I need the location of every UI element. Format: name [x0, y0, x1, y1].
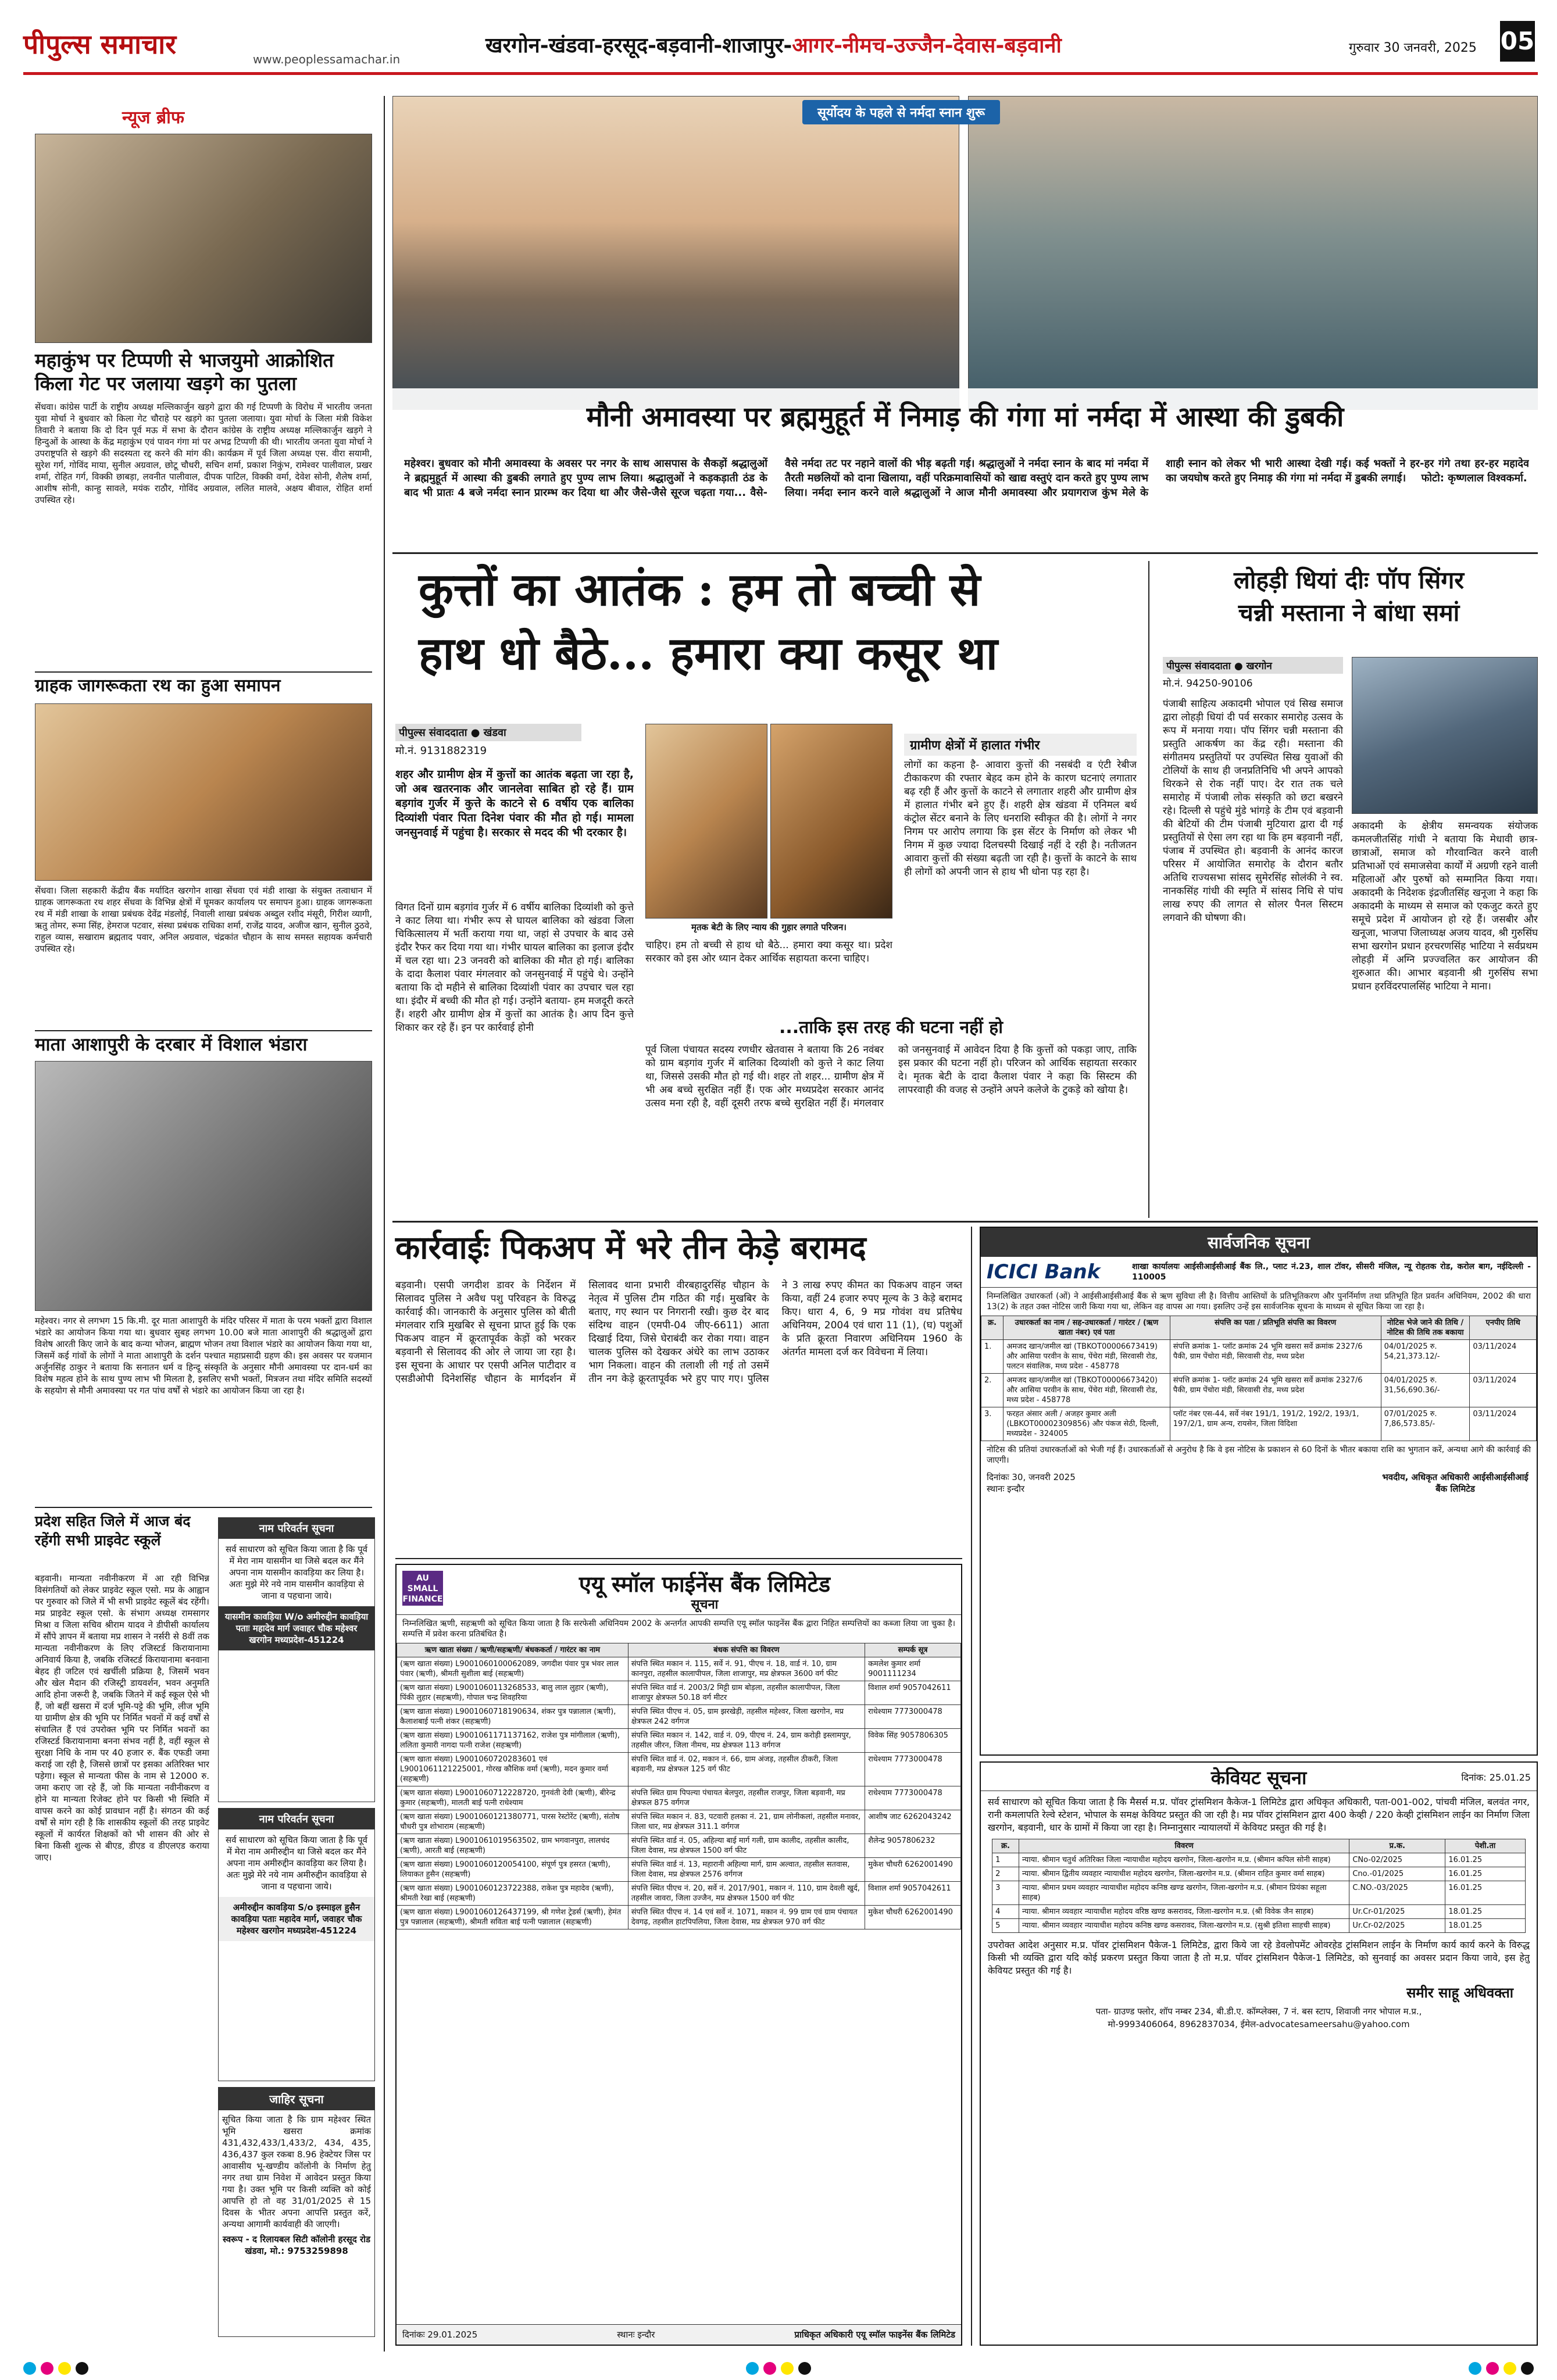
au-table-row — [397, 1882, 961, 1906]
au-table-row-cell: (ऋण खाता संख्या) L9001060100062089, जगदीश पंवार पुत्र भंवर लाल पंवार (ऋणी), श्रीमती सुशीला बाई (सहऋणी) — [397, 1657, 628, 1681]
caveat-table-row-cell: 3 — [992, 1881, 1019, 1905]
au-table-row-cell: (ऋण खाता संख्या) L9001060113268533, बालु लाल लुहार (ऋणी), पिंकी लुहार (सहऋणी), गोपाल चन्द्र शिवहरिया — [397, 1681, 628, 1705]
icici-place: स्थानः इन्दौर — [987, 1484, 1025, 1494]
sunrise-ghat-photo — [392, 96, 959, 410]
icici-table-row-cell: 3. — [981, 1407, 1004, 1441]
au-col-contact: सम्पर्क सूत्र — [865, 1643, 961, 1657]
caveat-table-row-cell: न्याया. श्रीमान चतुर्थ अतिरिक्त जिला न्यायाधीश महोदय खरगोन, जिला-खरगोन म.प्र. (श्रीमान कपिल सोनी साहब) — [1019, 1853, 1349, 1867]
caveat-table-row — [992, 1881, 1526, 1905]
grandfather-photo — [645, 724, 767, 919]
caveat-table-row-cell: 5 — [992, 1919, 1019, 1933]
caveat-header — [981, 1763, 1537, 1791]
brief4-headline: प्रदेश सहित जिले में आज बंद रहेंगी सभी प्राइवेट स्कूलें — [35, 1513, 191, 1549]
au-table-row — [397, 1729, 961, 1753]
notice-body: सर्व साधारण को सूचित किया जाता है कि पूर्व में मेरा नाम यासमीन था जिसे बदल कर मैंने अपना नाम यासमीन कावड़िया कर लिया है। अतः मुझे मेरे नये नाम यासमीन कावड़िया से जाना व पहचाना जाये। — [226, 1544, 367, 1601]
caveat-table-row — [992, 1867, 1526, 1881]
dogs-side-body: लोगों का कहना है- आवारा कुत्तों की नसबंदी व एंटी रेबीज टीकाकरण की रफ्तार बेहद कम होने के कारण घटनाएं लगातार बढ़ रही हैं और कुत्तों के काटने से लगातार शहरी और ग्रामीण क्षेत्र में हालात गंभीर बने हुए हैं। शहरी क्षेत्र खंडवा में एनिमल बर्थ कंट्रोल सेंटर बनाने के लिए धनराशि स्वीकृत की है। लोगों ने नगर निगम पर आरोप लगाया कि इस सेंटर के निर्माण को लेकर भी निगम में कुछ ज्यादा दिलचस्पी दिखाई नहीं दे रही है। नतीजतन आवारा कुत्तों की संख्या बढ़ती जा रही है। कुत्तों के काटने के साथ ही लोगों को अपनी जान से हाथ भी धोना पड़ रहा है। — [904, 759, 1137, 878]
icici-table-row-cell: 2. — [981, 1374, 1004, 1407]
au-table-row — [397, 1681, 961, 1705]
public-notice — [218, 2087, 375, 2337]
caveat-col-desc: विवरण — [1019, 1839, 1349, 1853]
au-table-row-cell: शैलेन्द्र 9057806232 — [865, 1834, 961, 1858]
au-logo — [402, 1571, 443, 1614]
au-logo-text: AU SMALL FINANCE BANK — [402, 1574, 443, 1614]
caveat-table-row-cell: 18.01.25 — [1445, 1905, 1526, 1919]
caveat-col-sr: क्र. — [992, 1839, 1019, 1853]
caveat-signatory-address: पता- ग्राउण्ड फ्लोर, शॉप नम्बर 234, बी.डी.ए. कॉम्प्लेक्स, 7 नं. बस स्टाप, शिवाजी नगर भोपाल म.प्र., — [1095, 2006, 1422, 2017]
issue-date: गुरुवार 30 जनवरी, 2025 — [1349, 41, 1477, 55]
divider — [392, 1221, 1538, 1223]
notice-title: नाम परिवर्तन सूचना — [219, 1518, 374, 1539]
au-table-row-cell: संपत्ति स्थित मकान नं. 115, सर्वे नं. 91, पीएच नं. 18, वार्ड नं. 10, ग्राम कानपुरा, तहसील कालापीपल, जिला शाजापुर, मप्र क्षेत्रफल 3600 वर्ग फीट — [628, 1657, 865, 1681]
brief-photo-rath — [35, 703, 372, 881]
caveat-table-row — [992, 1905, 1526, 1919]
au-table-row-cell: (ऋण खाता संख्या) L9001060121380771, पारस रेस्टोरेंट (ऋणी), संतोष चौधरी पुत्र शोभाराम (सहऋणी) — [397, 1810, 628, 1834]
caveat-table-row-cell: Ur.Cr-01/2025 — [1349, 1905, 1445, 1919]
icici-intro: निम्नलिखित उधारकर्ता (ओं) ने आईसीआईसीआई बैंक से ऋण सुविधा ली है। वित्तीय आस्तियों के प्रतिभूतिकरण और पुनर्निर्माण तथा प्रतिभूति हित प्रवर्तन अधिनियम, 2002 की धारा 13(2) के तहत उक्त नोटिस जारी किया गया था, लेकिन वह वापस आ गया। इसलिए उन्हें इस सार्वजनिक सूचना के माध्यम से सूचित किया जा रहा है। — [987, 1292, 1531, 1311]
au-table-row-cell: राधेश्याम 7773000478 — [865, 1753, 961, 1786]
notice-body: सूचित किया जाता है कि ग्राम महेश्वर स्थित भूमि खसरा क्रमांक 431,432,433/1,433/2, 434, 435, 436,437 कुल रकबा 8.96 हेक्टेयर जिस पर आवासीय भू-खण्डीय कॉलोनी के निर्माण हेतु नगर तथा ग्राम निवेश में आवेदन प्रस्तुत किया गया है। उक्त भूमि पर किसी व्यक्ति को कोई आपत्ति हो तो वह 31/01/2025 से 15 दिवस के भीतर अपना आपत्ति प्रस्तुत करें, अन्यथा आगामी कार्यवाही की जाएगी। — [222, 2114, 371, 2229]
caveat-table-row-cell: न्याया. श्रीमान द्वितीय व्यवहार न्यायाधीश महोदय खरगोन, जिला-खरगोन म.प्र. (श्रीमान राहित कुमार वर्मा साहब) — [1019, 1867, 1349, 1881]
icici-banner: सार्वजनिक सूचना — [981, 1228, 1537, 1257]
notice-title: नाम परिवर्तन सूचना — [219, 1809, 374, 1829]
au-table-row-cell: संपत्ति स्थित मकान नं. 142, वार्ड नं. 09, पीएच नं. 24, ग्राम करोड़ी इस्लामपुर, तहसील जीरन, जिला नीमच, मप्र क्षेत्रफल 113 वर्गगज — [628, 1729, 865, 1753]
paper-name: पीपुल्स समाचार — [23, 28, 177, 60]
au-table-row-cell: संपत्ति स्थित पीएच नं. 05, ग्राम झरखेड़ी, तहसील महेश्वर, जिला खरगोन, मप्र क्षेत्रफल 242 वर्गगज — [628, 1705, 865, 1729]
au-table — [397, 1643, 961, 1929]
dogs-side-heading: ग्रामीण क्षेत्रों में हालात गंभीर — [904, 734, 1137, 756]
icici-table-row-cell: प्लॉट नंबर एस-44, सर्वे नंबर 191/1, 191/2, 192/2, 193/1, 197/2/1, ग्राम अन्य, रायसेन, जिला विदिशा — [1170, 1407, 1381, 1441]
byline-mobile: मो.नं. 94250-90106 — [1163, 678, 1253, 689]
brief1-body: सेंधवा। कांग्रेस पार्टी के राष्ट्रीय अध्यक्ष मल्लिकार्जुन खड़गे द्वारा की गई टिप्पणी के विरोध में भारतीय जनता युवा मोर्चा ने बुधवार को किला गेट चौराहे पर खड़गे का पुतला जलाया। युवा मोर्चा के जिला मंत्री विकेश तिवारी ने बताया कि दो दिन पूर्व मऊ में सभा के दौरान कांग्रेस के राष्ट्रीय अध्यक्ष मल्लिकार्जुन खड़गे ने हिन्दुओं के आस्था के केंद्र महाकुंभ एवं पावन गंगा मां पर अभद्र टिप्पणी की थी। भारतीय जनता युवा मोर्चा ने उपराष्ट्रपति से खड़गे की सदस्यता रद्द करने की मांग की। कार्यक्रम में पूर्व जिला अध्यक्ष एस. वीरा सयामी, सुरेश गर्ग, गोविंद माया, सुनील अग्रवाल, छोटू चौधरी, सचिन शर्मा, प्रकाश निकुंभ, रामेश्वर पालीवाल, प्रखर शर्मा, रोहित गर्ग, विक्की छाबड़ा, लवनीत पालीवाल, दीपक पाटिल, विक्की वर्मा, देवेश सोनी, शैलेष शर्मा, आशीष सोनी, कान्हु सावले, मयंक राठौर, गोविंद अग्रवाल, ललित मालवे, अक्षय बीवाल, रोहित शर्मा उपस्थित रहे। — [35, 402, 372, 505]
au-col-property: बंधक संपत्ति का विवरण — [628, 1643, 865, 1657]
chani-body1: पंजाबी साहित्य अकादमी भोपाल एवं सिख समाज द्वारा लोहड़ी धियां दी पर्व सरकार समारोह उत्सव के रूप में मनाया गया। पॉप सिंगर चन्नी मस्ताना की प्रस्तुति आकर्षण का केंद्र रही। मस्ताना की संगीतमय प्रस्तुतियों पर उपस्थित सिख युवाओं की टोलियों के साथ ही जनप्रतिनिधि भी अपने आपको थिरकने से रोक नहीं पाए। देर रात तक चले समारोह में पंजाबी लोक संस्कृति को छटा बखरने रहे। दिल्ली से पहुंचे मुंडे भांगड़े के टीम एवं बड़वानी की बेटियों की टीम पंजाबी मुटियारा द्वारा दी गई प्रस्तुतियों से ऐसा लग रहा था कि हम बड़वानी नहीं, पंजाब में उपस्थित हो। बड़वानी के आनंद कारज परिसर में आयोजित समारोह के दौरान बतौर अतिथि राज्यसभा सांसद सुमेरसिंह सोलंकी ने स्व. नानकसिंह गांधी की स्मृति में सांसद निधि से पांच लाख रुपए की लागत से सोलर पैनल सिस्टम लगवाने की घोषणा की। — [1163, 698, 1343, 924]
au-col-borrower: ऋण खाता संख्या / ऋणी/सहऋणी/ बंधककर्ता / गारंटर का नाम — [397, 1643, 628, 1657]
au-table-row — [397, 1657, 961, 1681]
au-table-row-cell: (ऋण खाता संख्या) L9001060126437199, श्री गणेश ट्रेडर्स (ऋणी), हेमंत पुत्र पन्नालाल (सहऋणी), श्रीमती सविता बाई पत्नी पन्नालाल (सहऋणी) — [397, 1906, 628, 1929]
caveat-title: केवियट सूचना — [1210, 1767, 1307, 1789]
regions-black: खरगोन-खंडवा-हरसूद-बड़वानी-शाजापुर- — [485, 34, 792, 58]
icici-table-row — [981, 1374, 1537, 1407]
au-table-row-cell: (ऋण खाता संख्या) L9001060720283601 एवं L9001061121225001, गोरख कौशिक वर्मा (ऋणी), मदन कुमार वर्मा (सहऋणी) — [397, 1753, 628, 1786]
au-table-row — [397, 1786, 961, 1810]
name-change-notice-2 — [218, 1808, 375, 2081]
bathers-photo — [968, 96, 1538, 410]
chani-photo — [1352, 657, 1538, 814]
caveat-notice — [980, 1761, 1538, 2346]
dogs-headline-line1: कुत्तों का आतंक : हम तो बच्ची से — [419, 563, 981, 616]
au-table-row-cell: संपत्ति स्थित वार्ड नं. 2003/2 मिट्टी ग्राम बोड़ला, तहसील कालापीपल, जिला शाजापुर क्षेत्रफल 50.18 वर्ग मीटर — [628, 1681, 865, 1705]
caveat-table-row-cell: 16.01.25 — [1445, 1881, 1526, 1905]
divider — [395, 1558, 962, 1559]
icici-table-row — [981, 1340, 1537, 1374]
child-photo — [770, 724, 892, 919]
caveat-table-row — [992, 1853, 1526, 1867]
icici-table-row — [981, 1407, 1537, 1441]
icici-table-row-cell: अमजद खान/जमील खां (TBKOT00006673419) और आसिया परवीन के साथ, पेंचेरा मंडी, सिरवासी रोड, पलटन संवालिक, मध्य प्रदेश - 458778 — [1004, 1340, 1170, 1374]
region-strip — [485, 30, 1062, 59]
caveat-table — [992, 1839, 1526, 1933]
notice-signature: स्वरूप - द रिलायबल सिटी कॉलोनी हरसूद रोड खंडवा, मो.: 9753259898 — [223, 2234, 370, 2256]
icici-footer: नोटिस की प्रतियां उधारकर्ताओं को भेजी गई हैं। उधारकर्ताओं से अनुरोध है कि वे इस नोटिस के प्रकाशन से 60 दिनों के भीतर बकाया राशि का भुगतान करें, अन्यथा आगे की कार्रवाई की जाएगी। — [987, 1445, 1531, 1465]
au-table-row-cell: मुकेश चौधरी 6262001490 — [865, 1906, 961, 1929]
au-table-row-cell: (ऋण खाता संख्या) L9001060718190634, शंकर पुत्र पन्नालाल (ऋणी), कैलाशबाई पत्नी शंकर (सहऋणी) — [397, 1705, 628, 1729]
registration-bar — [0, 2360, 1557, 2377]
divider — [392, 552, 1538, 554]
icici-table-row-cell: 03/11/2024 — [1470, 1340, 1537, 1374]
divider — [35, 1030, 372, 1031]
icici-table-row-cell: 04/01/2025 रु. 54,21,373.12/- — [1381, 1340, 1470, 1374]
caveat-table-row-cell: CNo-02/2025 — [1349, 1853, 1445, 1867]
brief-photo-effigy — [35, 134, 372, 343]
cmyk-swatches-left — [23, 2362, 88, 2375]
icici-address: शाखा कार्यालयः आईसीआईसीआई बैंक लि., प्लाट नं.23, शाल टॉवर, सीसरी मंजिल, न्यू रोहतक रोड, करोल बाग, नईदिल्ली - 110005 — [1132, 1262, 1531, 1282]
icici-signatory: भवदीय, अधिकृत अधिकारी आईसीआईसीआई बैंक लिमिटेड — [1382, 1472, 1529, 1494]
au-table-row-cell: विशाल शर्मा 9057042611 — [865, 1681, 961, 1705]
notice-body: सर्व साधारण को सूचित किया जाता है कि पूर्व में मेरा नाम अमीरुद्दीन था जिसे बदल कर मैंने अपना नाम अमीरुद्दीन कावड़िया कर लिया है। अतः मुझे मेरे नये नाम अमीरुद्दीन कावड़िया से जाना व पहचाना जाये। — [226, 1835, 367, 1892]
caveat-body: उपरोक्त आदेश अनुसार म.प्र. पॉवर ट्रांसमिशन पैकेज-1 लिमिटेड, द्वारा किये जा रहे डेवलोपमेंट ओवरहेड ट्रांसमिशन लाईन के निर्माण कार्य कार्य करने के विरुद्ध किसी भी व्यक्ति द्वारा यदि कोई प्रकरण प्रस्तुत किया जाता है तो म.प्र. पॉवर ट्रांसमिशन पैकेज-1 लिमिटेड, को सुनवाई का अवसर प्रदान किया जावे, इस हेतु केवियट प्रस्तुत की गई है। — [988, 1939, 1530, 1976]
page-number: 05 — [1500, 21, 1535, 62]
top-photo-headline: मौनी अमावस्या पर ब्रह्ममुहूर्त में निमाड़ की गंगा मां नर्मदा में आस्था की डुबकी — [392, 388, 1538, 446]
caveat-table-row-cell: 4 — [992, 1905, 1019, 1919]
icici-table-row-cell: 03/11/2024 — [1470, 1374, 1537, 1407]
icici-notice — [980, 1227, 1538, 1756]
caveat-table-row-cell: Cno.-01/2025 — [1349, 1867, 1445, 1881]
au-table-row-cell: (ऋण खाता संख्या) L9001061171137162, राजेश पुत्र मांगीलाल (ऋणी), ललिता कुमारी नागदा पत्नी राजेश (सहऋणी) — [397, 1729, 628, 1753]
brief2-body: सेंधवा। जिला सहकारी केंद्रीय बैंक मर्यादित खरगोन शाखा सेंधवा एवं मंडी शाखा के संयुक्त तत्वाधान में ग्राहक जागरूकता रथ शहर सेंधवा के विभिन्न क्षेत्रों में घूमकर कार्यालय पर समापन हुआ। ग्राहक जागरूकता रथ में मंडी शाखा के शाखा प्रबंधक देवेंद्र मंडलोई, निवाली शाखा प्रबंधक अब्दुल रशीद मंसूरी, गिरीश व्यागी, ऋतु तोमर, रूमा सिंह, हेमराज पटवार, संस्था प्रबंधक राधिका शर्मा, राजेंद्र यादव, अजीज खान, सुनील ठुठवे, राहुल व्यास, सखाराम ब्रह्मताद पवार, अनिल अग्रवाल, चंद्रकांत चौहान के साथ समस्त सहायक कर्मचारी उपस्थित रहे। — [35, 885, 372, 954]
notice-signature: अमीरुद्दीन कावड़िया S/o इस्माइल हुसैन कावड़िया पताः महादेव मार्ग, जवाहर चौक महेश्वर खरगोन मध्यप्रदेश-451224 — [219, 1897, 374, 1941]
au-table-row — [397, 1753, 961, 1786]
notice-title: जाहिर सूचना — [219, 2088, 374, 2110]
icici-table-row-cell: 04/01/2025 रु. 31,56,690.36/- — [1381, 1374, 1470, 1407]
caveat-table-row-cell: C.NO.-03/2025 — [1349, 1881, 1445, 1905]
au-table-row-cell: संपत्ति स्थित पीएच नं. 20, सर्वे नं. 2017/901, मकान नं. 110, ग्राम देवली खुर्द, तहसील जावरा, जिला उज्जैन, मप्र क्षेत्रफल 1500 वर्ग फीट — [628, 1882, 865, 1906]
au-bank-name: एयू स्मॉल फाईनेंस बैंक लिमिटेड — [578, 1571, 831, 1597]
dogs-subhead: ...ताकि इस तरह की घटना नहीं हो — [779, 1017, 1003, 1038]
au-table-row — [397, 1705, 961, 1729]
au-footer — [397, 2324, 961, 2345]
icici-logo: ICICI Bank — [987, 1260, 1101, 1284]
icici-col-npa: एनपीए तिथि — [1470, 1316, 1537, 1340]
au-table-row-cell: (ऋण खाता संख्या) L9001061019563502, ग्राम भगवानपुरा, लालचंद (ऋणी), आरती बाई (सहऋणी) — [397, 1834, 628, 1858]
brief3-body: महेश्वर। नगर से लगभग 15 कि.मी. दूर माता आशापुरी के मंदिर परिसर में माता के परम भक्तों द्वारा विशाल भंडारे का आयोजन किया गया था। बुधवार सुबह लगभग 10.00 बजे माता आशापुरी की श्रद्धालुओं द्वारा विशेष आरती किए जाने के बाद कन्या भोजन, ब्राह्मण भोजन तथा विशाल भंडारे का आयोजन किया गया था, जिसमें कई गांवों के लोगों ने माता आशापुरी के दर्शन पश्चात महाप्रसादी ग्रहण की। इस अवसर पर यजमान अर्जुनसिंह ठाकुर ने बताया कि सनातन धर्म व हिन्दू संस्कृति के अनुसार मौनी अमावस्या पर दान-धर्म का विशेष महत्व होने के साथ पुण्य लाभ भी मिलता है, इसलिए सभी भक्तों, मित्रजन तथा मंदिर समिति सदस्यों के सहयोग से मौनी अमावस्या पर गत पांच वर्षों से भंडारे का आयोजन किया जा रहा है। — [35, 1316, 372, 1396]
au-place: स्थानः इन्दौर — [617, 2329, 655, 2340]
icici-table-row-cell: 1. — [981, 1340, 1004, 1374]
icici-table-row-cell: 03/11/2024 — [1470, 1407, 1537, 1441]
masthead-rule — [23, 72, 1538, 75]
au-date: दिनांकः 29.01.2025 — [402, 2329, 478, 2340]
brief1-headline: महाकुंभ पर टिप्पणी से भाजयुमो आक्रोशित किला गेट पर जलाया खड़गे का पुतला — [35, 349, 334, 395]
caveat-intro: सर्व साधारण को सूचित किया जाता है कि मैसर्स म.प्र. पॉवर ट्रांसमिशन कैकेज-1 लिमिटेड द्वारा अधिकृत अधिकारी, पता-001-002, पांचवी मंजिल, बलवंत नगर, रानी कमलापति रेल्वे स्टेशन, भोपाल के समक्ष केवियट प्रस्तुत की जा रही है। मप्र पॉवर ट्रांसमिशन द्वारा 400 केव्ही / 220 केव्ही ट्रांसमिशन लाईन का निर्माण जिला खरगोन, बड़वानी, धार के ग्रामों में किया जा रहा है। निम्नानुसार न्यायालयों में केवियट प्रस्तुत की गई है। — [988, 1796, 1530, 1833]
notice-signature: यासमीन कावड़िया W/o अमीरुद्दीन कावड़िया पताः महादेव मार्ग जवाहर चौक महेश्वर खरगोन मध्यप्रदेश-451224 — [219, 1606, 374, 1650]
byline-mobile: मो.नं. 9131882319 — [395, 745, 487, 757]
brief4-body: बड़वानी। मान्यता नवीनीकरण में आ रही विभिन्न विसंगतियों को लेकर प्राइवेट स्कूल एसो. मप्र के आह्वान पर गुरुवार को जिले में भी सभी प्राइवेट स्कूलें बंद रहेंगी। मप्र प्राइवेट स्कूल एसो. के संभाग अध्यक्ष रामसागर मिश्रा व जिला सचिव श्रीराम यादव ने डीपीसी कार्यालय में सौंपे ज्ञापन में बताया मप्र शासन ने नर्सरी से 8वीं तक मान्यता नवीनीकरण के लिए रजिस्टर्ड किरायानामा अनिवार्य किया है, जबकि रजिस्टर्ड किरायानामा बनवाना बेहद ही जटिल एवं खर्चीली प्रक्रिया है, जिसमें भवन और खेल मैदान की रजिस्ट्री डायवर्शन, भवन अनुमति आदि होना जरूरी है, जबकि जितने में कई स्कूल ऐसे भी हैं, जो बहीं खसरा में दर्ज भूमि-पट्टे की भूमि, लीज भूमि या ग्रामीण क्षेत्र की भूमि पर निर्मित भवनों में कई वर्षों से संचालित हैं एवं उपरोक्त भूमि पर निर्मित भवनों का रजिस्टर्ड किरायानामा बनना संभव नहीं है, वहीं स्कूल से सुरक्षा निधि के नाम पर 40 हजार रु. बैंक एफडी जमा कराई जा रही है, जिससे छात्रों पर इसका अतिरिक्त भार पड़ेगा। स्कूल से मान्यता फीस के नाम से 12000 रु. जमा कराए जा रहे हैं, जो कि मान्यता नवीनीकरण व होने या मान्यता रिजेक्ट होने पर किसी भी स्थिति में वापस करने का कोई प्रावधान नहीं है। संगठन की कई वर्षों से मांग रही है कि शासकीय स्कूलों की तरह प्राइवेट स्कूलों में कार्यरत शिक्षकों को भी शासन की ओर से बिना किसी शुल्क से बीएड, डीएड व डीएलएड कराया जाए। — [35, 1573, 209, 1863]
au-subtitle: सूचना — [691, 1598, 719, 1612]
chani-headline-line1: लोहड़ी धियां दीः पॉप सिंगर — [1233, 566, 1465, 594]
caveat-signatory-contact: मो-9993406064, 8962837034, ईमेल-advocatesameersahu@yahoo.com — [1108, 2019, 1410, 2029]
byline-text: पीपुल्स संवाददाता ● खंडवा — [395, 724, 581, 741]
icici-date: दिनांकः 30, जनवरी 2025 — [987, 1472, 1076, 1482]
caveat-table-row — [992, 1919, 1526, 1933]
au-header — [397, 1565, 961, 1615]
au-table-row — [397, 1810, 961, 1834]
column-rule — [384, 96, 385, 2352]
photo-credit: फोटो: कृष्णलाल विश्वकर्मा. — [1421, 472, 1527, 484]
au-table-row-cell: संपत्ति स्थित वार्ड नं. 05, अहिल्या बाई मार्ग गली, ग्राम कालीद, तहसील कालीद, जिला देवास, मप्र क्षेत्रफल 1500 वर्ग फीट — [628, 1834, 865, 1858]
regions-red: आगर-नीमच-उज्जैन-देवास-बड़वानी — [792, 34, 1062, 58]
au-table-row-cell: आशीष जाट 6262043242 — [865, 1810, 961, 1834]
au-table-row-cell: विशाल शर्मा 9057042611 — [865, 1882, 961, 1906]
brief-photo-bhandara — [35, 1061, 372, 1311]
icici-col-property: संपत्ति का पता / प्रतिभूति संपत्ति का विवरण — [1170, 1316, 1381, 1340]
byline-location: खंडवा — [483, 727, 506, 739]
au-table-row-cell: संपत्ति स्थित वार्ड नं. 13, महारानी अहिल्या मार्ग, ग्राम अल्वात, तहसील सतवास, जिला देवास, मप्र क्षेत्रफल 2576 वर्गगज — [628, 1858, 865, 1882]
au-table-row-cell: (ऋण खाता संख्या) L9001060123722388, राकेश पुत्र महादेव (ऋणी), श्रीमती रेखा बाई (सहऋणी) — [397, 1882, 628, 1906]
au-table-row-cell: राधेश्याम 7773000478 — [865, 1705, 961, 1729]
byline-name: पीपुल्स संवाददाता — [1166, 660, 1231, 672]
caveat-table-row-cell: न्याया. श्रीमान प्रथम व्यवहार न्यायाधीश महोदय कनिष्ठ खण्ड खरगोन, जिला-खरगोन म.प्र. (श्रीमान प्रियंका सहूला साहब) — [1019, 1881, 1349, 1905]
name-change-notice-1 — [218, 1517, 375, 1802]
photo-badge: सूर्योदय के पहले से नर्मदा स्नान शुरू — [802, 100, 1000, 124]
news-brief-label: न्यूज ब्रीफ — [122, 108, 184, 128]
icici-table-row-cell: संपत्ति क्रमांक 1- प्लॉट क्रमांक 24 भूमि खसरा सर्वे क्रमांक 2327/6 पैकी, ग्राम पेंचोरा मंडी, सिरवासी रोड, मध्य प्रदेश — [1170, 1374, 1381, 1407]
brief2-headline: ग्राहक जागरूकता रथ का हुआ समापन — [35, 676, 281, 696]
au-table-row-cell: कमलेश कुमार शर्मा 9001111234 — [865, 1657, 961, 1681]
au-table-row-cell: संपत्ति स्थित ग्राम पिपल्या पंचायत बेलपुरा, तहसील राजपुर, जिला बड़वानी, मप्र क्षेत्रफल 875 वर्गगज — [628, 1786, 865, 1810]
au-bank-notice — [395, 1564, 962, 2346]
caveat-table-row-cell: 16.01.25 — [1445, 1867, 1526, 1881]
caveat-signatory-name: समीर साहू अधिवक्ता — [1406, 1985, 1513, 2001]
icici-table-row-cell: 07/01/2025 रु. 7,86,573.85/- — [1381, 1407, 1470, 1441]
divider — [35, 1507, 372, 1508]
au-table-row-cell: मुकेश चौधरी 6262001490 — [865, 1858, 961, 1882]
cmyk-swatches-right — [1469, 2362, 1534, 2375]
au-signatory: प्राधिकृत अधिकारी एयू स्मॉल फाइनेंस बैंक लिमिटेड — [794, 2329, 955, 2340]
au-table-row — [397, 1858, 961, 1882]
caveat-col-date: पेशी.ता — [1445, 1839, 1526, 1853]
caption-text: महेश्वर। बुधवार को मौनी अमावस्या के अवसर पर नगर के साथ आसपास के सैकड़ों श्रद्धालुओं ने ब्रह्ममुहूर्त में आस्था की डुबकी लगाते हुए पुण्य लाभ लिया। श्रद्धालुओं ने कड़कड़ाती ठंड के बाद भी प्रातः 4 बजे नर्मदा स्नान प्रारम्भ कर दिया था और जैसे-जैसे सूरज चढ़ता गया... वैसे-वैसे नर्मदा तट पर नहाने वालों की भीड़ बढ़ती गई। श्रद्धालुओं ने नर्मदा स्नान के बाद मां नर्मदा में तैरती मछलियों को दाना खिलाया, वहीं परिक्रमावासियों को खाद्य वस्तुएं दान करते हुए पुण्य लाभ लिया। नर्मदा स्नान करने वाले श्रद्धालुओं ने आज मौनी अमावस्या और प्रयागराज कुंभ मेले के शाही स्नान को लेकर भी भारी आस्था देखी गई। कई भक्तों ने हर-हर गंगे तथा हर-हर महादेव का जयघोष करते हुए निमाड़ की गंगा मां नर्मदा में डुबकी लगाई। — [404, 458, 1529, 499]
icici-table-row-cell: फरहत अंसार अली / अजहर कुमार अली (LBKOT00002309856) और पंकज सेठी, दिल्ली, मध्यप्रदेश - 324005 — [1004, 1407, 1170, 1441]
top-photo-caption — [404, 456, 1529, 544]
masthead — [23, 17, 1538, 70]
au-table-row-cell: (ऋण खाता संख्या) L9001060120054100, संपूर्ण पुत्र हसरत (ऋणी), लियाकत हुसैन (सहऋणी) — [397, 1858, 628, 1882]
au-table-row — [397, 1906, 961, 1929]
chani-byline — [1163, 657, 1343, 689]
caveat-table-row-cell: 2 — [992, 1867, 1019, 1881]
pickup-body: बड़वानी। एसपी जगदीश डावर के निर्देशन में सिलावद पुलिस ने अवैध पशु परिवहन के विरुद्ध कार्रवाई की। जानकारी के अनुसार पुलिस को बीती मंगलवार रात्रि मुखबिर से सूचना प्राप्त हुई कि एक पिकअप वाहन में क्रूरतापूर्वक केड़ों को भरकर बड़वानी से सिलावद की ओर ले जाया जा रहा है। इस सूचना के आधार पर एसपी अनिल पाटीदार व एसडीओपी दिनेशसिंह चौहान के मार्गदर्शन में सिलावद थाना प्रभारी वीरबहादुरसिंह चौहान के नेतृत्व में पुलिस टीम गठित की गई। मुखबिर के बताए, गए स्थान पर निगरानी रखी। कुछ देर बाद संदिग्ध वाहन (एमपी-04 जीए-6611) आता दिखाई दिया, जिसे घेराबंदी कर रोका गया। वाहन चालक पुलिस को देखकर अंधेरे का लाभ उठाकर भाग निकला। वाहन की तलाशी ली गई तो उसमें तीन नग केड़े क्रूरतापूर्वक भरे हुए पाए गए। पुलिस ने 3 लाख रुपए कीमत का पिकअप वाहन जब्त किया, वहीं 24 हजार रुपए मूल्य के 3 केड़े बरामद किए। धारा 4, 6, 9 मप्र गोवंश वध प्रतिषेध अधिनियम, 2004 एवं धारा 11 (1), (घ) पशुओं के प्रति क्रूरता निवारण अधिनियम 1960 के अंतर्गत मामला दर्ज कर विवेचना में लिया। — [395, 1280, 962, 1385]
dogs-body1: विगत दिनों ग्राम बड़गांव गुर्जर में 6 वर्षीय बालिका दिव्यांशी को कुत्ते ने काट लिया था। गंभीर रूप से घायल बालिका को खंडवा जिला चिकित्सालय में भर्ती कराया गया था, जहां से उपचार के बाद उसे इंदौर रैफर कर दिया गया था। गंभीर घायल बालिका का इलाज इंदौर में चल रहा था। 23 जनवरी को बालिका की मौत हो गई। बालिका के दादा कैलाश पंवार मंगलवार को जनसुनवाई में पहुंचे थे। उन्होंने बताया कि दो महीने से बालिका दिव्यांशी पंवार का उपचार चल रहा था। इंदौर में बच्ची की मौत हो गई। उन्होंने बताया- हम मजदूरी करते हैं। शहरी और ग्रामीण क्षेत्र में कुत्तों का आतंक है। आप दिन कुत्ते शिकार कर रहे हैं। इन पर कार्रवाई होनी — [395, 902, 634, 1034]
chani-headline-line2: चन्नी मस्ताना ने बांधा समां — [1238, 599, 1460, 627]
au-table-row — [397, 1834, 961, 1858]
caveat-table-row-cell: 16.01.25 — [1445, 1853, 1526, 1867]
caveat-table-row-cell: Ur.Cr-02/2025 — [1349, 1919, 1445, 1933]
au-table-row-cell: (ऋण खाता संख्या) L9001060712228720, गुनवंती देवी (ऋणी), बीरेन्द्र कुमार (सहऋणी), मालती बाई पत्नी राधेश्याम — [397, 1786, 628, 1810]
byline-location: खरगोन — [1246, 660, 1272, 672]
caveat-col-case: प्र.क. — [1349, 1839, 1445, 1853]
brief3-headline: माता आशापुरी के दरबार में विशाल भंडारा — [35, 1034, 308, 1055]
dogs-body2: चाहिए। हम तो बच्ची से हाथ धो बैठे... हमारा क्या कसूर था। प्रदेश सरकार को इस ओर ध्यान देकर आर्थिक सहायता करना चाहिए। — [645, 939, 892, 964]
dogs-lead: शहर और ग्रामीण क्षेत्र में कुत्तों का आतंक बढ़ता जा रहा है, जो अब खतरनाक और जानलेवा साबित हो रहे हैं। ग्राम बड़गांव गुर्जर में कुत्ते के काटने से 6 वर्षीय एक बालिका दिव्यांशी पंवार पिता दिनेश पंवार की मौत हो गई। मामला जनसुनवाई में पहुंचा है। सरकार से मदद की भी दरकार है। — [395, 768, 634, 839]
au-table-row-cell: संपत्ति स्थित मकान नं. 83, पटवारी हलका नं. 21, ग्राम लोनीकलां, तहसील मनावर, जिला धार, मप्र क्षेत्रफल 311.1 वर्गगज — [628, 1810, 865, 1834]
icici-table-row-cell: संपत्ति क्रमांक 1- प्लॉट क्रमांक 24 भूमि खसरा सर्वे क्रमांक 2327/6 पैकी, ग्राम पेंचोरा मंडी, सिरवासी रोड, मध्य प्रदेश — [1170, 1340, 1381, 1374]
au-table-row-cell: संपत्ति स्थित वार्ड नं. 02, मकान नं. 66, ग्राम अंजड़, तहसील ठीकरी, जिला बड़वानी, मप्र क्षेत्रफल 125 वर्ग फीट — [628, 1753, 865, 1786]
au-table-row-cell: राधेश्याम 7773000478 — [865, 1786, 961, 1810]
dogs-photo-caption: मृतक बेटी के लिए न्याय की गुहार लगाते परिजन। — [691, 922, 847, 932]
icici-table — [981, 1316, 1537, 1441]
au-table-row-cell: विवेक सिंह 9057806305 — [865, 1729, 961, 1753]
pickup-headline: कार्रवाईः पिकअप में भरे तीन केड़े बरामद — [395, 1228, 866, 1266]
byline-text: पीपुल्स संवाददाता ● खरगोन — [1163, 657, 1343, 674]
icici-col-date-amount: नोटिस भेजे जाने की तिथि / नोटिस की तिथि तक बकाया — [1381, 1316, 1470, 1340]
caveat-table-row-cell: 18.01.25 — [1445, 1919, 1526, 1933]
icici-col-sr: क्र. — [981, 1316, 1004, 1340]
au-table-row-cell: संपत्ति स्थित पीएच नं. 14 एवं सर्वे नं. 1071, मकान नं. 99 ग्राम एवं ग्राम पंचायत देवगढ़, तहसील हाटपिपलिया, जिला देवास, मप्र क्षेत्रफल 970 वर्ग फीट — [628, 1906, 865, 1929]
caveat-table-row-cell: 1 — [992, 1853, 1019, 1867]
caveat-table-row-cell: न्याया. श्रीमान व्यवहार न्यायाधीश महोदय कनिष्ठ खण्ड कसरावद, जिला-खरगोन म.प्र. (सुश्री इतिशा साहची साहब) — [1019, 1919, 1349, 1933]
au-intro: निम्नलिखित ऋणी, सहऋणी को सूचित किया जाता है कि सरफेसी अधिनियम 2002 के अन्तर्गत आपकी सम्पत्ति एयू स्मॉल फाइनेंस बैंक द्वारा निहित सम्पत्तियों का कब्जा लिया जा चुका है। सम्पत्ति में प्रवेश करना प्रतिबंधित है। — [402, 1619, 955, 1639]
icici-header — [981, 1257, 1537, 1288]
caveat-date: दिनांक: 25.01.25 — [1461, 1772, 1531, 1783]
column-rule — [1148, 561, 1149, 1218]
icici-col-name: उधारकर्ता का नाम / सह-उधारकर्ता / गारंटर / (ऋण खाता नंबर) एवं पता — [1004, 1316, 1170, 1340]
icici-sign-block — [981, 1469, 1537, 1497]
icici-table-row-cell: अमजद खान/जमील खां (TBKOT00006673420) और आसिया परवीन के साथ, पेंचेरा मंडी, सिरवासी रोड, मध्य प्रदेश - 458778 — [1004, 1374, 1170, 1407]
caveat-table-row-cell: न्याया. श्रीमान व्यवहार न्यायाधीश महोदय वरिष्ठ खण्ड कसरावद, जिला-खरगोन म.प्र. (श्री विवेक जैन साहब) — [1019, 1905, 1349, 1919]
chani-body2: अकादमी के क्षेत्रीय समन्वयक संयोजक कमलजीतसिंह गांधी ने बताया कि मेधावी छात्र-छात्राओं, समाज को गौरवान्वित करने वाली प्रतिभाओं एवं समाजसेवा कार्यों में अग्रणी रहने वाली महिलाओं और पुरुषों को सम्मानित किया गया। अकादमी के निदेशक इंद्रजीतसिंह खनूजा ने कहा कि अकादमी के माध्यम से समाज को एकजुट करते हुए समूचे प्रदेश में आयोजन हो रहे हैं। जसबीर और खनूजा, भाजपा जिलाध्यक्ष अजय यादव, श्री गुरुसिंघ सभा खरगोन प्रधान हरचरणसिंह भाटिया ने सर्वप्रथम लोहड़ी में अग्नि प्रज्ज्वलित कर आयोजन की शुरुआत की। आभार बड़वानी श्री गुरुसिंघ सभा प्रधान हरविंदरपालसिंह भाटिया ने माना। — [1352, 820, 1538, 992]
column-rule — [971, 1227, 972, 2346]
dogs-byline — [395, 724, 581, 757]
dogs-headline-line2: हाथ धो बैठे... हमारा क्या कसूर था — [419, 627, 998, 680]
divider — [35, 671, 372, 673]
cmyk-swatches-center — [746, 2362, 811, 2375]
byline-name: पीपुल्स संवाददाता — [399, 727, 467, 739]
website: www.peoplessamachar.in — [253, 52, 401, 66]
dogs-body3: पूर्व जिला पंचायत सदस्य रणधीर खेतवास ने बताया कि 26 नवंबर को ग्राम बड़गांव गुर्जर में बालिका दिव्यांशी को कुत्ते ने काट लिया था, जिससे उसकी मौत हो गई थी। शहर तो शहर... ग्रामीण क्षेत्र में भी अब बच्चे सुरक्षित नहीं हैं। एक ओर मध्यप्रदेश सरकार आनंद उत्सव मना रही है, वहीं दूसरी तरफ बच्चे सुरक्षित नहीं हैं। मंगलवार को जनसुनवाई में आवेदन दिया है कि कुत्तों को पकड़ा जाए, ताकि इस प्रकार की घटना नहीं हो। परिजन को आर्थिक सहायता सरकार दे। मृतक बेटी के दादा कैलाश पंवार ने कहा कि सिस्टम की लापरवाही की वजह से उन्होंने अपने कलेजे के टुकड़े को खोया है। — [645, 1044, 1137, 1109]
